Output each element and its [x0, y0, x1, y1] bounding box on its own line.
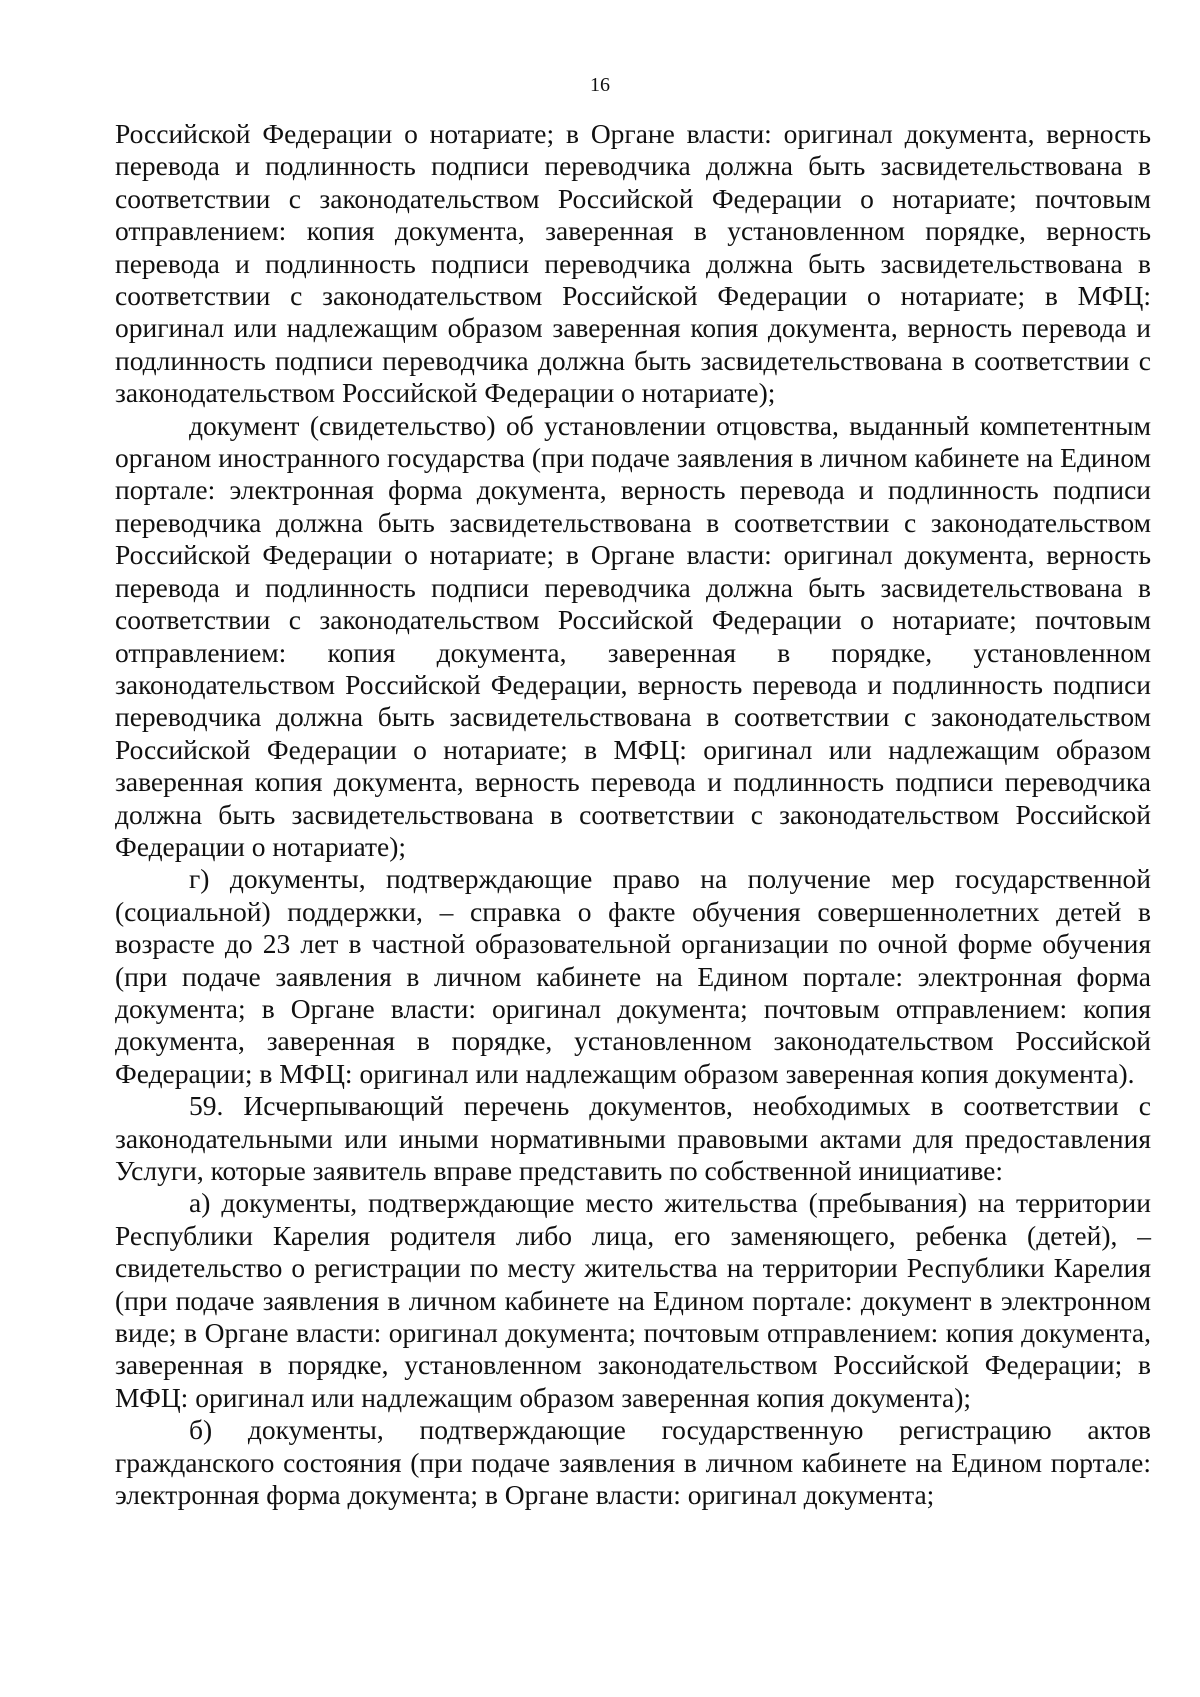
paragraph-continuation: Российской Федерации о нотариате; в Органе власти: оригинал документа, верность перевода и подлинность подписи переводчика должна быть засвидетельствована в соответствии с законодательством Российской Федерации о нотариате; почтовым отправлением: копия документа, заверенная в установленном порядке, верность перевода и подлинность подписи переводчика должна быть засвидетельствована в соответствии с законодательством Российской Федерации о нотариате; в МФЦ: оригинал или надлежащим образом заверенная копия документа, верность перевода и подлинность подписи переводчика должна быть засвидетельствована в соответствии с законодательством Российской Федерации о нотариате); [115, 118, 1151, 409]
page-number: 16 [590, 74, 610, 96]
document-body [115, 118, 1151, 1511]
paragraph-clause-59: 59. Исчерпывающий перечень документов, необходимых в соответствии с законодательными или иными нормативными правовыми актами для предоставления Услуги, которые заявитель вправе представить по собственной инициативе: [115, 1090, 1151, 1186]
paragraph-paternity-document: документ (свидетельство) об установлении отцовства, выданный компетентным органом иностранного государства (при подаче заявления в личном кабинете на Едином портале: электронная форма документа, верность перевода и подлинность подписи переводчика должна быть засвидетельствована в соответствии с законодательством Российской Федерации о нотариате; в Органе власти: оригинал документа, верность перевода и подлинность подписи переводчика должна быть засвидетельствована в соответствии с законодательством Российской Федерации о нотариате; почтовым отправлением: копия документа, заверенная в порядке, установленном законодательством Российской Федерации, верность перевода и подлинность подписи переводчика должна быть засвидетельствована в соответствии с законодательством Российской Федерации о нотариате; в МФЦ: оригинал или надлежащим образом заверенная копия документа, верность перевода и подлинность подписи переводчика должна быть засвидетельствована в соответствии с законодательством Российской Федерации о нотариате); [115, 409, 1151, 862]
paragraph-item-g: г) документы, подтверждающие право на получение мер государственной (социальной) поддержки, – справка о факте обучения совершеннолетних детей в возрасте до 23 лет в частной образовательной организации по очной форме обучения (при подаче заявления в личном кабинете на Едином портале: электронная форма документа; в Органе власти: оригинал документа; почтовым отправлением: копия документа, заверенная в порядке, установленном законодательством Российской Федерации; в МФЦ: оригинал или надлежащим образом заверенная копия документа). [115, 863, 1151, 1089]
paragraph-item-b: б) документы, подтверждающие государственную регистрацию актов гражданского состояния (при подаче заявления в личном кабинете на Едином портале: электронная форма документа; в Органе власти: оригинал документа; [115, 1414, 1151, 1511]
paragraph-item-a: а) документы, подтверждающие место жительства (пребывания) на территории Республики Карелия родителя либо лица, его заменяющего, ребенка (детей), – свидетельство о регистрации по месту жительства на территории Республики Карелия (при подаче заявления в личном кабинете на Едином портале: документ в электронном виде; в Органе власти: оригинал документа; почтовым отправлением: копия документа, заверенная в порядке, установленном законодательством Российской Федерации; в МФЦ: оригинал или надлежащим образом заверенная копия документа); [115, 1187, 1151, 1413]
